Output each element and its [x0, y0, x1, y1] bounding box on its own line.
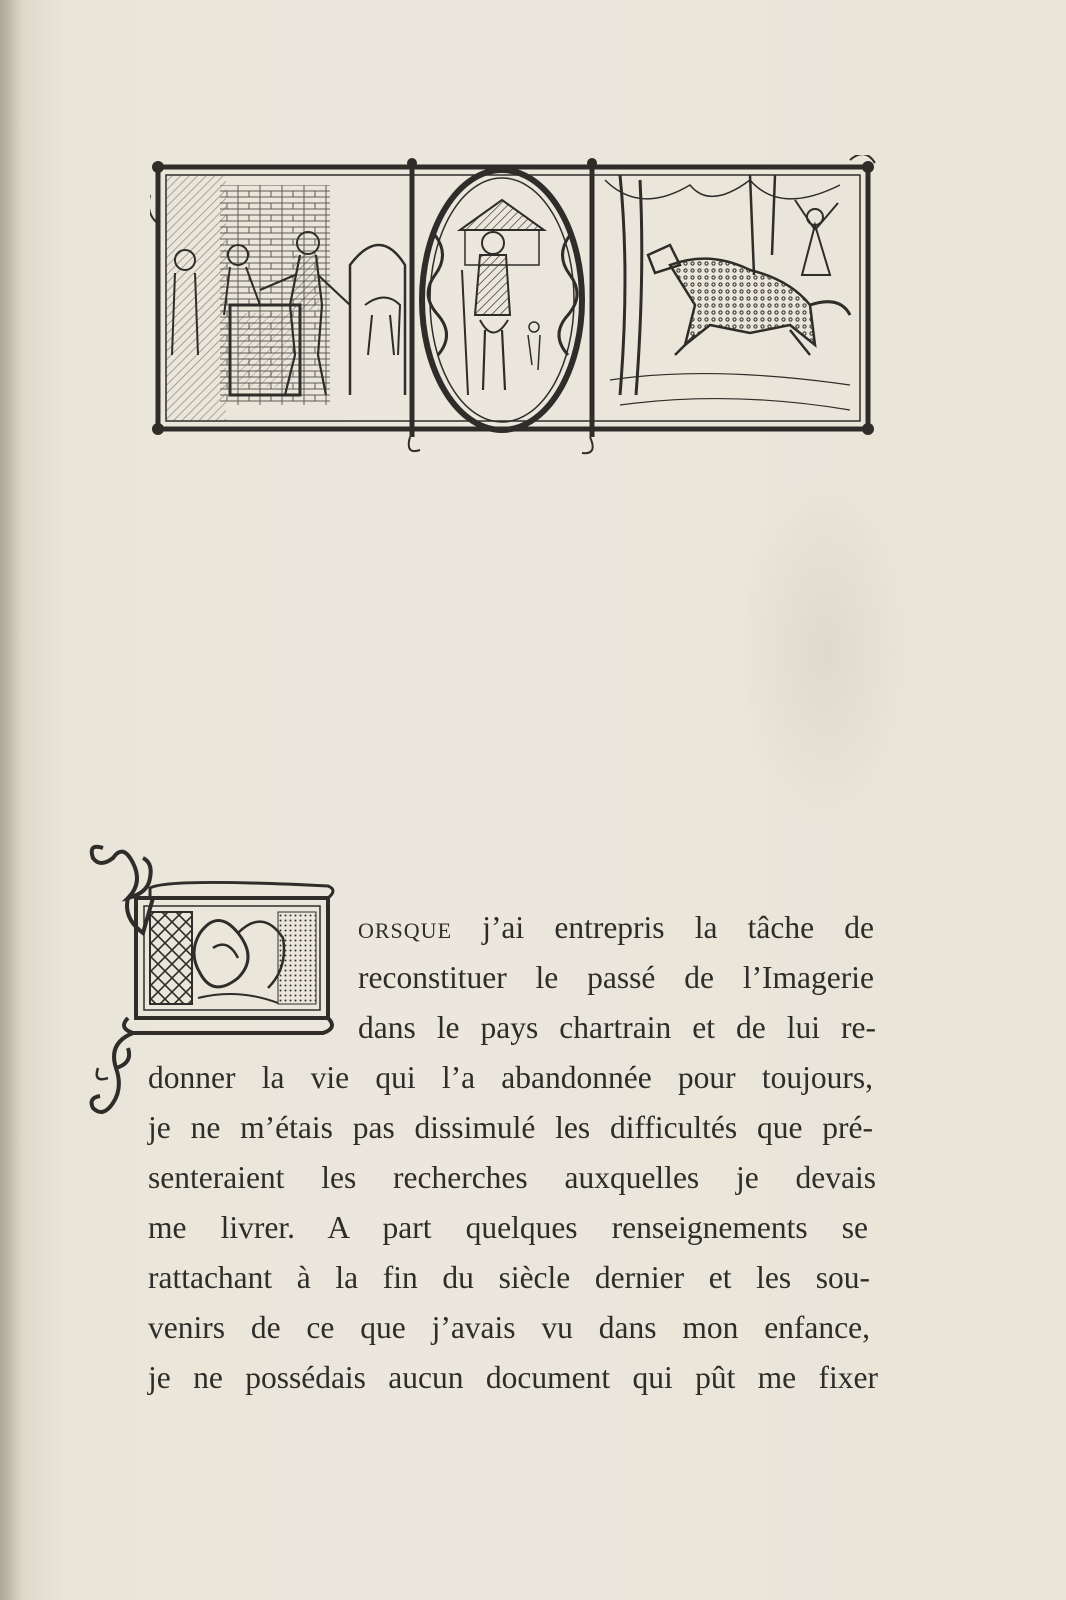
body-text	[148, 903, 888, 1403]
text-line-2: reconstituer le passé de l’Imagerie	[358, 960, 874, 995]
page-edge-shadow	[0, 0, 22, 1600]
text-line-1: orsque j’ai entrepris la tâche de	[358, 910, 874, 945]
woodcut-headpiece-illustration	[150, 155, 880, 460]
opening-word: orsque	[358, 910, 453, 945]
text-line-6: senteraient les recherches auxquelles je devais	[148, 1160, 876, 1195]
text-line-10: je ne possédais aucun document qui pût me fixer	[148, 1360, 878, 1395]
text-line-5: je ne m’étais pas dissimulé les difficultés que pré-	[148, 1110, 873, 1145]
show-through-shadow	[740, 470, 910, 830]
woodcut-headpiece-icon	[150, 155, 880, 460]
text-line-8: rattachant à la fin du siècle dernier et les sou-	[148, 1260, 870, 1295]
text-line-4: donner la vie qui l’a abandonnée pour toujours,	[148, 1060, 873, 1095]
text-line-3: dans le pays chartrain et de lui re-	[358, 1010, 876, 1045]
text-line-7: me livrer. A part quelques renseignements se	[148, 1210, 868, 1245]
text-line-9: venirs de ce que j’avais vu dans mon enfance,	[148, 1310, 870, 1345]
